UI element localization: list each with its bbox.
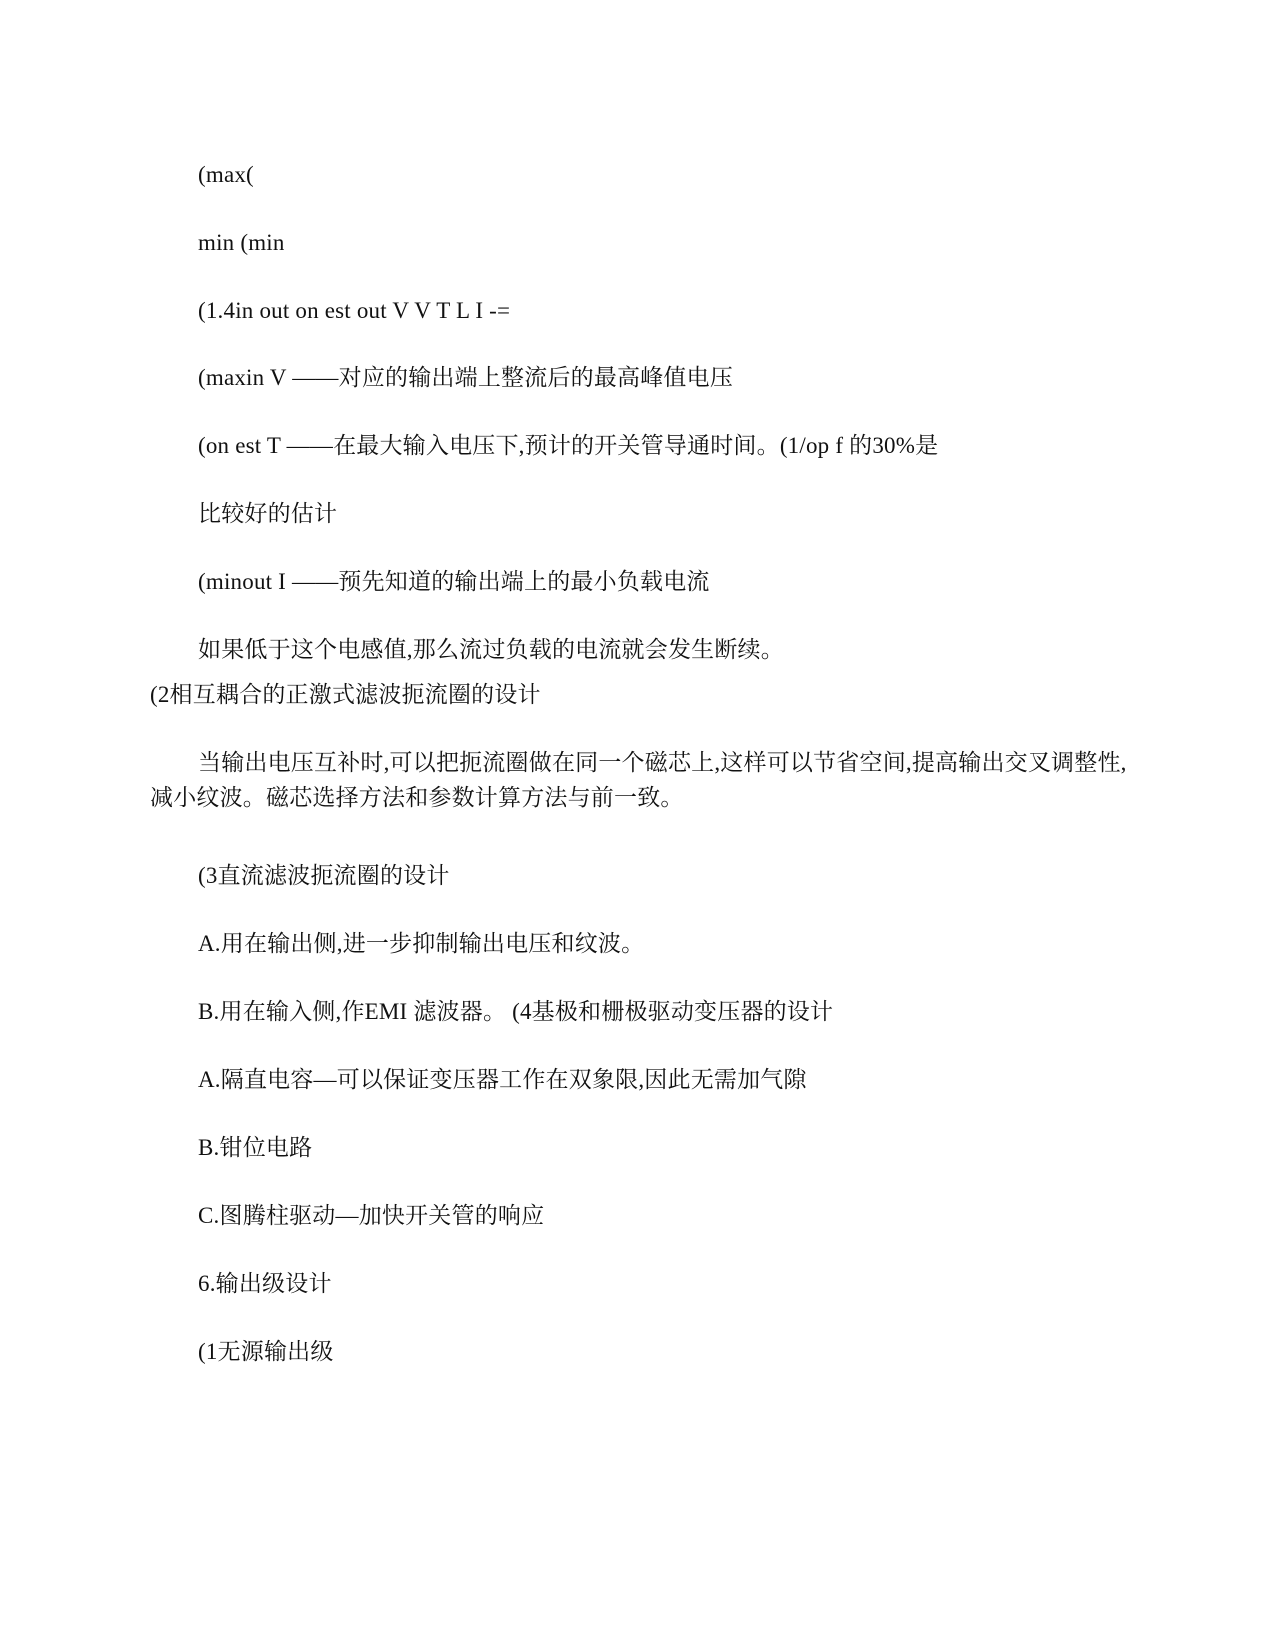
formula-fragment-max: (max(	[198, 162, 254, 187]
heading-coupled-forward-choke: (2相互耦合的正激式滤波扼流圈的设计	[150, 682, 541, 707]
heading-output-stage-design: 6.输出级设计	[198, 1271, 332, 1296]
formula-fragment-min: min (min	[198, 230, 285, 255]
definition-iout-min: (minout I ——预先知道的输出端上的最小负载电流	[198, 569, 710, 594]
definition-ton-est-continued: 比较好的估计	[198, 501, 338, 526]
paragraph-coupled-choke: 当输出电压互补时,可以把扼流圈做在同一个磁芯上,这样可以节省空间,提高输出交叉调整性,减小纹波。磁芯选择方法和参数计算方法与前一致。	[150, 750, 1127, 810]
formula-inductance: (1.4in out on est out V V T L I -=	[198, 298, 511, 323]
item-clamp-circuit: B.钳位电路	[198, 1135, 313, 1160]
item-dc-blocking-capacitor: A.隔直电容—可以保证变压器工作在双象限,因此无需加气隙	[198, 1067, 807, 1092]
item-totem-pole-drive: C.图腾柱驱动—加快开关管的响应	[198, 1203, 545, 1228]
item-output-side: A.用在输出侧,进一步抑制输出电压和纹波。	[198, 931, 645, 956]
heading-dc-filter-choke: (3直流滤波扼流圈的设计	[198, 863, 450, 888]
definition-ton-est: (on est T ——在最大输入电压下,预计的开关管导通时间。(1/op f 的30%是	[198, 433, 939, 458]
item-input-side: B.用在输入侧,作EMI 滤波器。 (4基极和栅极驱动变压器的设计	[198, 999, 834, 1024]
definition-vin-max: (maxin V ——对应的输出端上整流后的最高峰值电压	[198, 365, 734, 390]
paragraph-discontinuous-current: 如果低于这个电感值,那么流过负载的电流就会发生断续。	[198, 637, 784, 662]
heading-passive-output-stage: (1无源输出级	[198, 1339, 334, 1364]
